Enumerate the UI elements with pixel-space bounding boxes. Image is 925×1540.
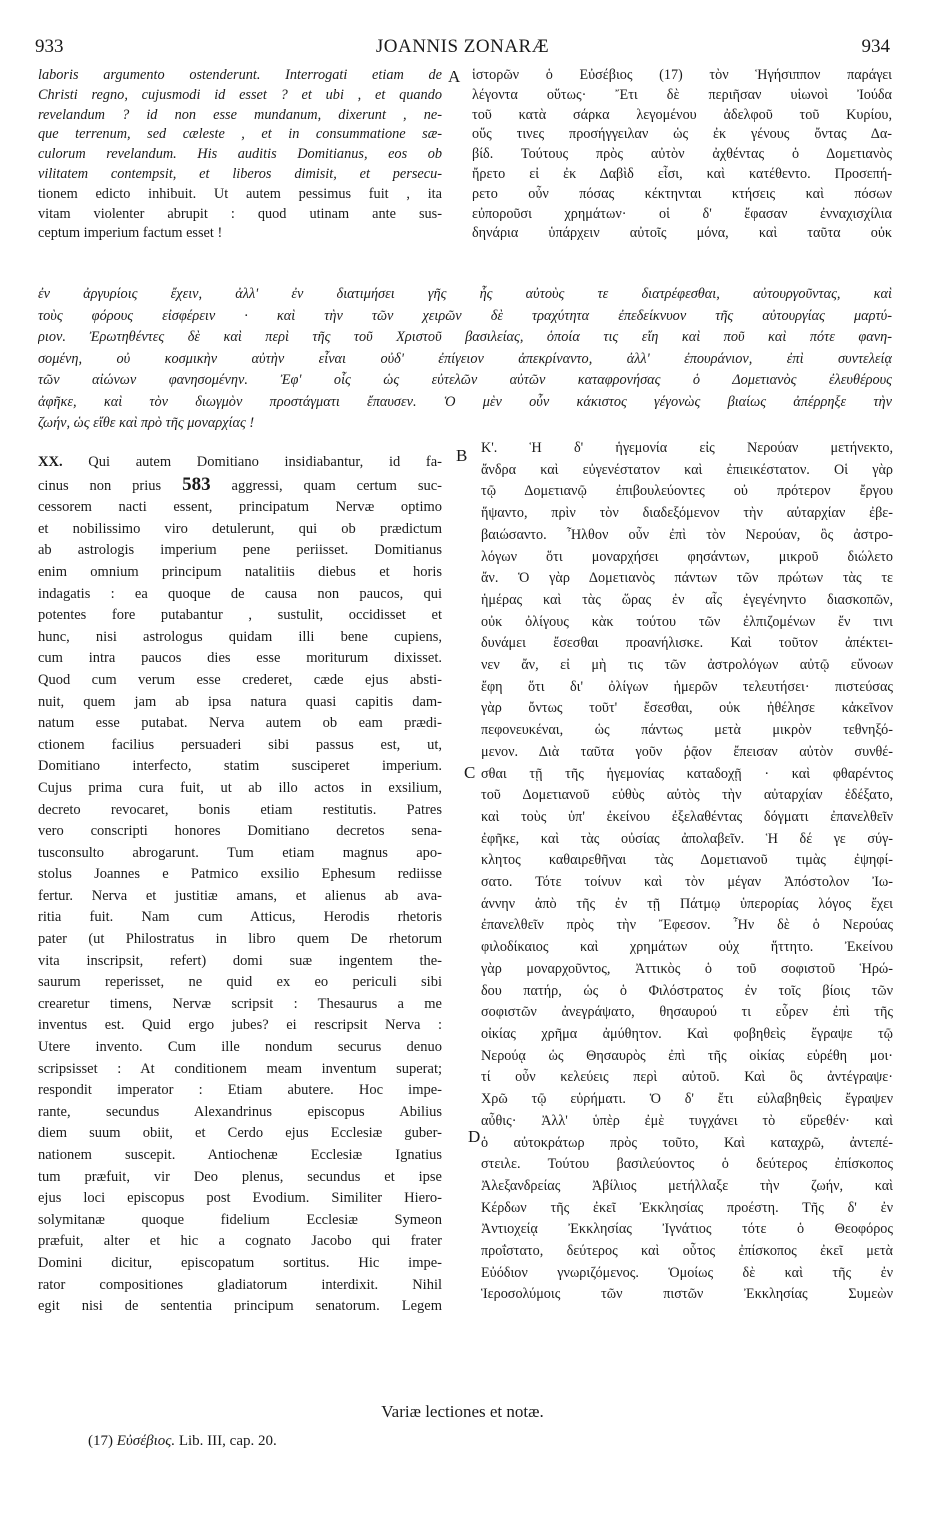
text-line: οἰκίας χρῆμα ἀμύθητον. Καὶ φοβηθεὶς ἔγραψε τῷ [481, 1025, 893, 1042]
text-line: νεν ἄν, εἰ μὴ τις τῶν ἀστρολόγων αὐτῷ εὔνοων [481, 657, 893, 674]
footnote-reference: Εὐσέβιος. [116, 1433, 176, 1449]
text-line: βίδ. Τούτους πρὸς αὐτὸν ἀχθέντας ὁ Δομετιανὸς [472, 146, 892, 163]
text-line: tusconsulto abrogarunt. Tum etiam magnus apo- [38, 844, 442, 861]
text-line: άννην ἀπὸ τῆς ἐν τῇ Πάτμῳ ὑπερορίας λόγος ἔχει [481, 895, 893, 912]
page-number-left: 933 [35, 36, 64, 57]
footnote-text: Lib. III, cap. 20. [175, 1433, 277, 1449]
text-line: βαιώσαντο. Ἦλθον οὖν ἐπὶ τὸν Νερούαν, ὃς ἀστρο- [481, 526, 893, 543]
text-line: nuit, quem jam ab ipsa natura quasi capitis dam- [38, 693, 442, 710]
text-line: crearetur timens, Nervæ scripsit : Thesaurus a me [38, 995, 442, 1012]
text-line: στειλε. Τούτου βασιλεύοντος ὁ δεύτερος ἐπίσκοπος [481, 1156, 893, 1173]
text-line: et nobilissimo viro detulerunt, qui ob prædictum [38, 520, 442, 537]
text-line: cessorem nacti essent, principatum Nervæ optimo [38, 499, 442, 516]
text-line: δυνάμει ἔσεσθαι προανήλισκε. Καὶ τοῦτον ἀπέκτει- [481, 635, 893, 652]
text-line: Cujus prima cura fuit, ut ab illo actos in exsilium, [38, 779, 442, 796]
text-line: respondit imperator : Etiam abutere. Hoc impe- [38, 1082, 442, 1099]
text-line: stolus Joannes e Patmico exsilio Ephesum rediisse [38, 866, 442, 883]
margin-marker-d: D [468, 1127, 481, 1146]
running-title: JOANNIS ZONARÆ [375, 36, 550, 57]
text-line: δηνάρια ὑπάρχειν αὐτοῖς μόνα, καὶ ταῦτα οὐκ [472, 225, 892, 242]
text-line: ἄνδρα καὶ εὐγενέστατον καὶ ἐπιεικέστατον. Οἱ γὰρ [481, 461, 893, 478]
text-line: ἐφῆκε, καὶ τὰς οὐσίας ἀπολαβεῖν. Ἡ δέ γε σύγ- [481, 830, 893, 847]
text-line: Κέρδων τῆς ἐκεῖ Ἐκκλησίας προέστη. Τῆς δ' ἐν [481, 1199, 893, 1216]
text-line: egit nisi de sententia principum senatorum. Legem [38, 1298, 442, 1315]
text-line: vitam violenter abrupit : quod utinam ante sus- [38, 205, 442, 222]
greek-column-top [472, 66, 892, 244]
footnote [88, 1433, 277, 1450]
text-line: Domini dicitur, episcopatum sortitus. Hic impe- [38, 1254, 442, 1271]
text-line: ἡμέρας καὶ τὰς ὥρας ἐν αἷς ἐγεγένηντο διασκοπῶν, [481, 591, 893, 608]
text-line: δου πατήρ, ὡς ὁ Φιλόστρατος ἐν τοῖς βίοις τῶν [481, 982, 893, 999]
text-line: ab astrologis imperium pene periisset. Domitianus [38, 542, 442, 559]
text-line: φιλοδίκαιος καὶ χρημάτων οὐχ ἥττητο. Ἐκείνου [481, 939, 893, 956]
text-line: ἥψαντο, πρὶν τὸν διαδεξόμενον τὴν αὐταρχίαν ἐβε- [481, 505, 893, 522]
text-line: Νερούᾳ ὡς Θησαυρὸς ἐπὶ τῆς οἰκίας εὑρέθη μοι· [481, 1047, 893, 1064]
margin-marker-c: C [464, 763, 476, 782]
greek-column-main [481, 438, 893, 1306]
text-line: τί οὖν κελεύεις περὶ αὐτοῦ. Καὶ ὃς ἀντέγραψε· [481, 1069, 893, 1086]
text-line: τοῦ Δομετιανοῦ εὐθὺς αὐτὸς τὴν αὐταρχίαν ἐδέξατο, [481, 787, 893, 804]
latin-main-lines [38, 497, 442, 1318]
text-line: nationem suscepit. Antiochenæ Ecclesiæ Ignatius [38, 1147, 442, 1163]
text-line [38, 474, 442, 498]
text-line: ejus loci episcopus post Evodium. Similiter Hiero- [38, 1190, 442, 1207]
text-line: que terrenum, sed cæleste , et in consummatione sæ- [38, 126, 442, 143]
text-line: αὖθις· Ἀλλ' ὑπὲρ ἐμὲ τυγχάνει τὸ εὕρεθέν· καὶ [481, 1112, 893, 1129]
text-line: οὕς τινες προσήγγειλαν ὡς ἐκ γένους ὄντας Δα- [472, 126, 892, 143]
text-line-segment: Qui autem Domitiano insidiabantur, id fa- [88, 454, 442, 470]
section-number: XX. [38, 454, 63, 470]
text-line: solymitanæ quoque fidelium Ecclesiæ Symeon [38, 1211, 442, 1228]
text-line: rante, secundus Alexandrinus episcopus Abilius [38, 1103, 442, 1120]
text-line: Ἱεροσολύμοις τῶν πιστῶν Ἐκκλησίας Συμεὼν [481, 1286, 893, 1303]
text-line: vero conscripti honores Domitiano decretos sena- [38, 823, 442, 840]
text-line: rator compositiones gladiatorum interdixit. Nihil [38, 1276, 442, 1293]
text-line: Κ'. Ἡ δ' ἡγεμονία εἰς Νερούαν μετήνεκτο, [481, 440, 893, 456]
text-line: Ἀλεξανδρείας Ἀβίλιος μετήλλαξε τὴν ζωήν, καὶ [481, 1177, 893, 1194]
text-line: σομένη, οὐ κοσμικὴν αὐτὴν εἶναι οὐδ' ἐπίγειον ἀπεκρίναντο, ἀλλ' ἐπουράνιον, ἐπὶ συντελείᾳ [38, 350, 892, 367]
text-line: τῷ Δομετιανῷ ἐπιβουλεύοντες οὐ πρότερον ἔργου [481, 483, 893, 500]
footnote-number: (17) [88, 1433, 113, 1449]
text-line: Ἀντιοχείᾳ Ἐκκλησίας Ἰγνάτιος τότε ὁ Θεοφόρος [481, 1221, 893, 1238]
margin-marker-b: B [456, 446, 468, 465]
text-line: ἱστορῶν ὁ Εὐσέβιος (17) τὸν Ἡγήσιππον παράγει [472, 67, 892, 83]
text-line: ctionem facilius persuaderi sibi passus est, ut, [38, 736, 442, 753]
text-line: cum intra paucos dies esse moriturum dixisset. [38, 650, 442, 667]
text-line: ἔφη ὅτι δι' ὀλίγων ἡμερῶν τελευτήσει· πιστεύσας [481, 678, 893, 695]
running-head [35, 36, 890, 62]
text-line: ἐπανελθεῖν πρὸς τὴν Ἔφεσον. Ἦν δὲ ὁ Νερούας [481, 917, 893, 934]
page-number-right: 934 [861, 36, 890, 57]
text-line: vilitatem contempsit, et liberos dimisit, et persecu- [38, 165, 442, 182]
text-line: καὶ τοὺς ὑπ' ἐκείνου ἐξελαθέντας δόγματι ἐπανελθεῖν [481, 808, 893, 825]
text-line: ceptum imperium factum esset ! [38, 225, 223, 242]
text-line: ἐν ἀργυρίοις ἔχειν, ἀλλ' ἐν διατιμήσει γῆς ἧς αὐτοὺς τε διατρέφεσθαι, αὐτουργοῦντας, καὶ [38, 286, 892, 302]
text-line: ἀφῆκε, καὶ τὸν διωγμὸν προστάγματι ἔπαυσεν. Ὁ μὲν οὖν κάκιστος γέγονὼς βιαίως ἀπέρρηξε τὴν [38, 393, 892, 410]
text-line: indagatis : ea quoque de causa non paucos, qui [38, 585, 442, 602]
text-line: τοῦ κατὰ σάρκα λεγομένου ἀδελφοῦ τοῦ Κυρίου, [472, 106, 892, 123]
text-line: ρετο οὖν πόσας κέκτηνται κτήσεις καὶ πόσων [472, 185, 892, 202]
text-line: enim omnium principum natalitiis diebus et horis [38, 563, 442, 580]
text-line: τῶν αἰώνων φανησομένην. Ἐφ' οἷς ὡς εὐτελῶν αὐτῶν καταφρονήσας ὁ Δομετιανὸς ἐλευθέρους [38, 372, 892, 388]
text-line: revelandum ? id non esse mundanum, dixerunt , ne- [38, 106, 442, 123]
text-line: decreto revocaret, bonis etiam restitutis. Patres [38, 801, 442, 818]
notes-heading: Variæ lectiones et notæ. [381, 1402, 544, 1421]
text-line: γὰρ μοναρχοῦντος, Ἀττικὸς ὁ τοῦ σοφιστοῦ Ἡρώ- [481, 960, 893, 977]
text-line [38, 452, 442, 474]
margin-marker-a: A [448, 67, 461, 86]
text-line-segment: cinus non prius [38, 477, 183, 494]
text-line: σθαι τῇ τῆς ἡγεμονίας καταδοχῇ · καὶ φθαρέντος [481, 765, 893, 782]
text-line-segment: aggressi, quam certum suc- [210, 477, 442, 494]
text-line: σατο. Τότε τοίνυν καὶ τὸν μέγαν Ἀπόστολον Ἰω- [481, 874, 893, 891]
text-line: inventus est. Quid ergo jubes? ei rescripsit Nerva : [38, 1017, 442, 1034]
text-line: ζωήν, ὡς εἴθε καὶ πρὸ τῆς μοναρχίας ! [38, 415, 255, 431]
text-line: ριον. Ἐρωτηθέντες δὲ καὶ περὶ τῆς τοῦ Χριστοῦ βασιλείας, ὁποία τις εἴη καὶ ποῦ καὶ πότε φανη- [38, 329, 892, 345]
text-line: tum præfuit, vir Deo plenus, secundus et ipse [38, 1168, 442, 1185]
text-line: saurum reperisset, ne quid ex eo periculi sibi [38, 974, 442, 991]
text-line: πεφονευκέναι, ὡς πάντως μετὰ μικρὸν τεθνηξό- [481, 722, 893, 739]
text-line: οὐκ ὀλίγους κὰκ τούτου τῶν ἐλπιζομένων ἔν τινι [481, 613, 893, 630]
text-line: εὐποροῦσι χρημάτων· οἱ δ' ἔφασαν ἐνναχισχίλια [472, 205, 892, 222]
text-line: natum esse putabat. Nerva autem ob eam prædi- [38, 715, 442, 732]
text-line: potentes fore putabantur , sustulit, occidisset et [38, 607, 442, 624]
text-line: Domitiano interfecto, statim susciperet imperium. [38, 758, 442, 775]
text-line: Εὐόδιον γνωριζόμενος. Ὁμοίως δὲ καὶ τῆς ἐν [481, 1264, 893, 1281]
greek-full-width-passage [38, 284, 892, 435]
text-line: tionem edicto inhibuit. Ut autem pessimus fuit , ita [38, 185, 442, 202]
text-line: Χρῶ τῷ εὑρήματι. Ὁ δ' ἔτι εὐλαβηθεὶς ἔγραψεν [481, 1091, 893, 1108]
text-line: præfuit, alter et hic a cognato Jacobo qui frater [38, 1233, 442, 1250]
text-line: λόγων ὅτι μοναρχήσει φησάντων, μικροῦ διώλετο [481, 548, 893, 565]
text-line: scripsisset : At conditionem meam inventum superat; [38, 1060, 442, 1077]
text-line: hunc, nisi astrologus quidam illi bene cupiens, [38, 628, 442, 645]
text-line: Utere invento. Cum ille nondum securus denuo [38, 1039, 442, 1056]
text-line: laboris argumento ostenderunt. Interrogati etiam de [38, 67, 442, 83]
text-line: Quod cum verum esse crederet, cæde ejus absti- [38, 671, 442, 688]
text-line: fertur. Nerva et justitiæ amans, et alienus ab ava- [38, 887, 442, 904]
text-line: τοὺς φόρους εἰσφέρειν · καὶ τὴν τῶν χειρῶν δὲ τραχύτητα ἐπεδείκνυον τῆς αὐτουργίας μαρτύ- [38, 307, 892, 324]
latin-column-main [38, 452, 442, 1318]
text-line: culorum revelandum. His auditis Domitianus, eos ob [38, 146, 442, 163]
text-line: κλητος καθαιρεθῆναι τὰς Δομετιανοῦ τιμὰς ἐψηφί- [481, 852, 893, 869]
text-line: ἄν. Ὁ γὰρ Δομετιανὸς πάντων τῶν πρώτων τὰς τε [481, 570, 893, 587]
text-line: ritia fuit. Nam cum Atticus, Herodis rhetoris [38, 909, 442, 926]
text-line: μενον. Διὰ ταῦτα γοῦν ῥᾷον ἔπεισαν αὐτὸν συνθέ- [481, 743, 893, 760]
text-line: Christi regno, cujusmodi id esset ? et ubi , et quando [38, 86, 442, 103]
text-line: ὁ αὐτοκράτωρ πρὸς τοῦτο, Καὶ καταχρῶ, ἀντεπέ- [481, 1134, 893, 1151]
text-line: diem suum obiit, et Cerdo ejus Ecclesiæ guber- [38, 1125, 442, 1142]
text-line: pater (ut Philostratus in libro quem De rhetorum [38, 931, 442, 948]
text-line: ἤρετο εἰ ἐκ Δαβὶδ εἶσι, καὶ κατέθεντο. Προσεπή- [472, 165, 892, 182]
text-line: σοφιστῶν ἀνεγράψατο, θησαυρού τι εὗρεν ἐπὶ τῆς [481, 1004, 893, 1021]
text-line: γὰρ ὄντως τοῦτ' ἔσεσθαι, οὐκ ἠθέλησε κἀκεῖνον [481, 700, 893, 717]
latin-column-top [38, 66, 442, 244]
page-marker: 583 [182, 473, 211, 495]
text-line: vita inscripsit, refert) domi suæ ingentem the- [38, 952, 442, 969]
text-line: λέγοντα οὕτως· Ἔτι δὲ περιῆσαν υἱωνοὶ Ἰούδα [472, 86, 892, 103]
text-line: προΐστατο, δεύτερος καὶ οὗτος ἐπίσκοπος ἐκεῖ μετὰ [481, 1243, 893, 1260]
